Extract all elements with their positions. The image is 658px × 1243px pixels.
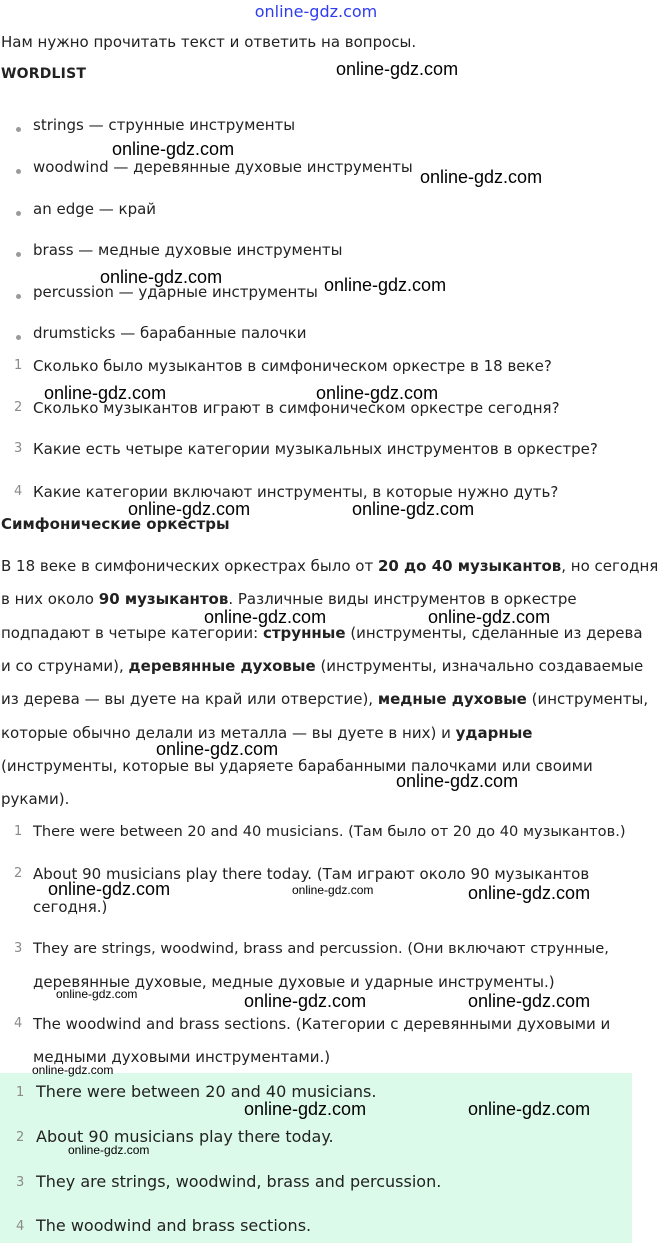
paragraph-line: руками). — [1, 790, 70, 808]
wordlist-item: woodwind — деревянные духовые инструменты — [33, 158, 413, 176]
paragraph-line: (инструменты, которые вы ударяете барабанными палочками или своими — [1, 757, 593, 775]
watermark: online-gdz.com — [44, 383, 167, 403]
watermark: online-gdz.com — [292, 883, 374, 897]
question-text: Какие есть четыре категории музыкальных инструментов в оркестре? — [33, 440, 598, 458]
question-number: 3 — [14, 441, 23, 456]
bullet-icon — [16, 252, 21, 257]
watermark: online-gdz.com — [468, 883, 591, 903]
question-text: Сколько музыкантов играют в симфоническом оркестре сегодня? — [33, 399, 560, 417]
answer-number: 4 — [14, 1016, 23, 1031]
answer-text: There were between 20 and 40 musicians. (Там было от 20 до 40 музыкантов.) — [33, 823, 626, 840]
watermark: online-gdz.com — [112, 139, 235, 159]
watermark: online-gdz.com — [100, 267, 223, 287]
question-number: 1 — [14, 358, 23, 373]
watermark: online-gdz.com — [128, 499, 251, 519]
answer-text: The woodwind and brass sections. (Категории с деревянными духовыми и — [33, 1015, 611, 1033]
bullet-icon — [16, 294, 21, 299]
short-answer-text: About 90 musicians play there today. — [36, 1127, 334, 1146]
watermark: online-gdz.com — [420, 167, 543, 187]
paragraph-line: в них около 90 музыкантов. Различные виды инструментов в оркестре — [1, 590, 577, 608]
short-answer-text: They are strings, woodwind, brass and percussion. — [36, 1172, 442, 1191]
watermark: online-gdz.com — [468, 1099, 591, 1119]
answer-text: деревянные духовые, медные духовые и ударные инструменты.) — [33, 973, 555, 991]
watermark: online-gdz.com — [352, 499, 475, 519]
watermark: online-gdz.com — [204, 607, 327, 627]
wordlist-item: percussion — ударные инструменты — [33, 283, 318, 301]
watermark: online-gdz.com — [244, 1099, 367, 1119]
watermark: online-gdz.com — [316, 383, 439, 403]
answer-text: They are strings, woodwind, brass and percussion. (Они включают струнные, — [33, 940, 609, 957]
question-number: 2 — [14, 400, 23, 415]
paragraph-line: подпадают в четыре категории: струнные (инструменты, сделанные из дерева — [1, 624, 643, 642]
paragraph-line: и со струнами), деревянные духовые (инструменты, изначально создаваемые — [1, 657, 644, 675]
watermark: online-gdz.com — [32, 1063, 114, 1077]
paragraph-line: В 18 веке в симфонических оркестрах было от 20 до 40 музыкантов, но сегодня — [1, 557, 658, 575]
watermark: online-gdz.com — [428, 607, 551, 627]
bullet-icon — [16, 127, 21, 132]
answer-number: 1 — [14, 824, 23, 839]
paragraph-line: из дерева — вы дуете на край или отверстие), медные духовые (инструменты, — [1, 690, 649, 708]
bullet-icon — [16, 335, 21, 340]
answer-number: 3 — [14, 941, 23, 956]
wordlist-title: WORDLIST — [1, 66, 87, 82]
watermark: online-gdz.com — [156, 739, 279, 759]
watermark: online-gdz.com — [56, 987, 138, 1001]
watermark: online-gdz.com — [468, 991, 591, 1011]
bullet-icon — [16, 211, 21, 216]
answer-text: медными духовыми инструментами.) — [33, 1048, 331, 1066]
question-number: 4 — [14, 484, 23, 499]
wordlist-item: an edge — край — [33, 200, 157, 218]
watermark: online-gdz.com — [48, 879, 171, 899]
question-text: Сколько было музыкантов в симфоническом оркестре в 18 веке? — [33, 357, 552, 375]
answer-text: About 90 musicians play there today. (Там играют около 90 музыкантов — [33, 865, 590, 883]
wordlist-item: brass — медные духовые инструменты — [33, 241, 343, 259]
watermark: online-gdz.com — [324, 275, 447, 295]
question-text: Какие категории включают инструменты, в которые нужно дуть? — [33, 483, 559, 501]
watermark: online-gdz.com — [396, 771, 519, 791]
short-answer-text: There were between 20 and 40 musicians. — [36, 1082, 377, 1101]
answer-number: 2 — [14, 866, 23, 881]
intro-text: Нам нужно прочитать текст и ответить на вопросы. — [1, 33, 417, 51]
watermark: online-gdz.com — [244, 991, 367, 1011]
paragraph-line: которые обычно делали из металла — вы дуете в них) и ударные — [1, 724, 533, 742]
short-answer-number: 2 — [16, 1130, 25, 1145]
watermark: online-gdz.com — [336, 59, 459, 79]
site-header-link[interactable]: online-gdz.com — [254, 2, 378, 21]
wordlist-item: drumsticks — барабанные палочки — [33, 324, 307, 342]
wordlist-item: strings — струнные инструменты — [33, 116, 296, 134]
answer-text: сегодня.) — [33, 898, 108, 916]
short-answer-text: The woodwind and brass sections. — [36, 1216, 312, 1235]
short-answer-number: 3 — [16, 1175, 25, 1190]
watermark: online-gdz.com — [68, 1143, 150, 1157]
section-title: Симфонические оркестры — [1, 515, 230, 533]
bullet-icon — [16, 169, 21, 174]
short-answer-number: 1 — [16, 1085, 25, 1100]
short-answer-number: 4 — [16, 1219, 25, 1234]
